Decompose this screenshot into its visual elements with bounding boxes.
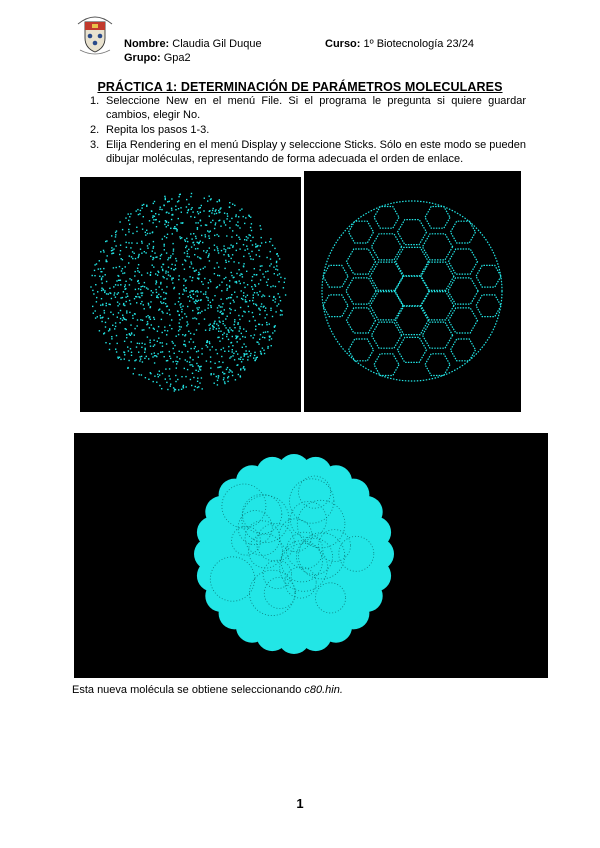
page-number: 1 (296, 796, 304, 811)
curso-label: Curso: (325, 38, 361, 50)
grupo-value: Gpa2 (163, 52, 191, 64)
spacefill-render (74, 433, 548, 678)
caption (72, 684, 343, 696)
curso-value: 1º Biotecnología 23/24 (363, 38, 474, 50)
step-item (72, 123, 526, 137)
course (325, 38, 474, 51)
molecule-dots-image (80, 177, 301, 412)
step-text: Repita los pasos 1-3. (106, 124, 210, 136)
dots-render (80, 177, 301, 412)
caption-filename: c80.hin. (304, 684, 343, 696)
page-title: PRÁCTICA 1: DETERMINACIÓN DE PARÁMETROS MOLECULARES (97, 80, 503, 94)
step-item (72, 138, 526, 166)
caption-text: Esta nueva molécula se obtiene seleccionando (72, 684, 305, 696)
group (124, 52, 191, 65)
student-name (124, 38, 262, 51)
grupo-label: Grupo: (124, 52, 161, 64)
nombre-label: Nombre: (124, 38, 170, 50)
steps-list (72, 94, 526, 167)
sticks-render (304, 171, 521, 412)
step-number: 1. (90, 95, 100, 107)
step-number: 2. (90, 124, 100, 136)
molecule-spacefill-image (74, 433, 548, 678)
molecule-sticks-image (304, 171, 521, 412)
step-item (72, 94, 526, 122)
step-text: Elija Rendering en el menú Display y seleccione Sticks. Sólo en este modo se pueden dibujar moléculas, representando de forma adecuada el orden de enlace. (106, 139, 526, 165)
nombre-value: Claudia Gil Duque (172, 38, 262, 50)
step-text: Seleccione New en el menú File. Si el programa le pregunta si quiere guardar cambios, elegir No. (106, 95, 526, 121)
step-number: 3. (90, 139, 100, 151)
university-logo (72, 8, 118, 58)
